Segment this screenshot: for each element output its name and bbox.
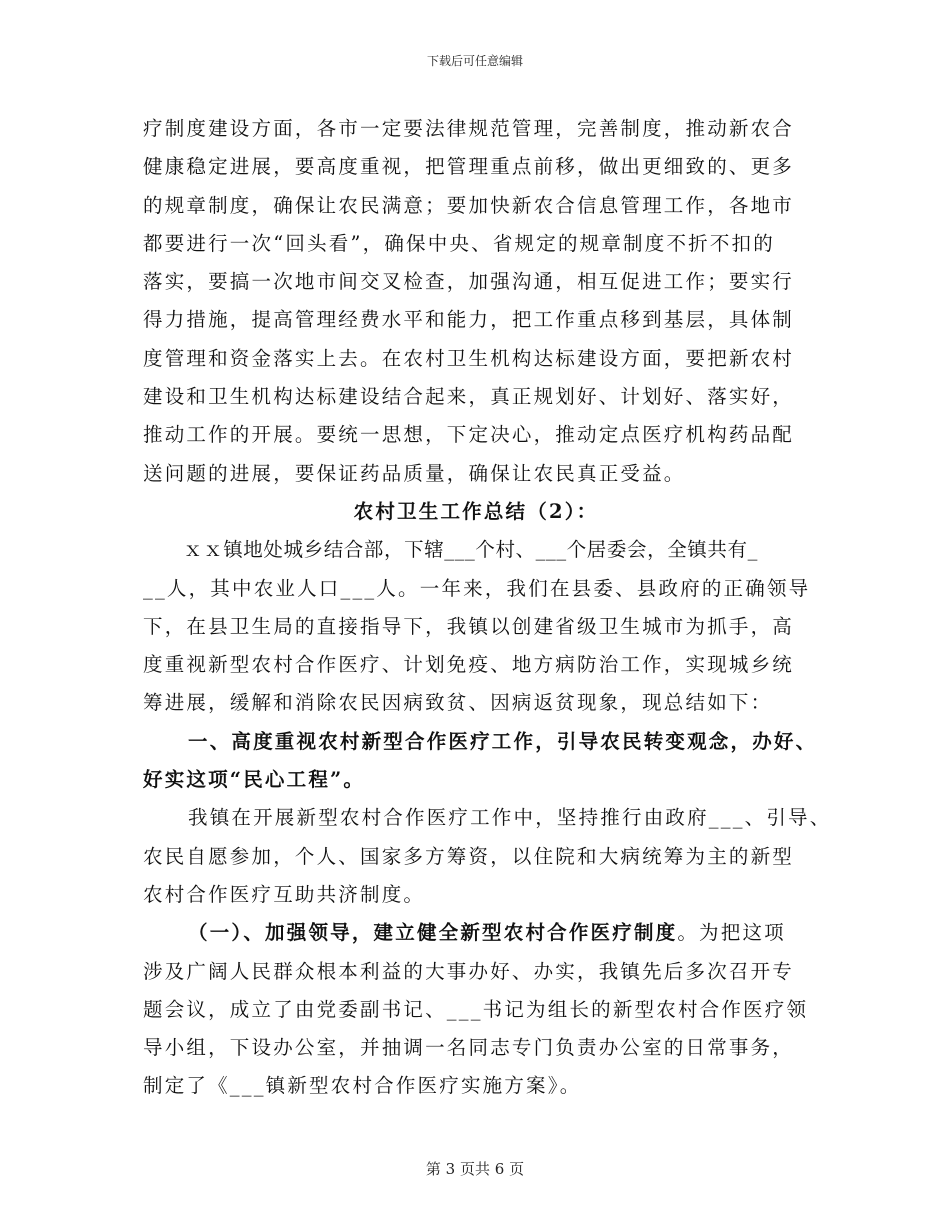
text-line: 筹进展，缓解和消除农民因病致贫、因病返贫现象，现总结如下： xyxy=(143,691,773,715)
text-line: 农村合作医疗互助共济制度。 xyxy=(143,882,426,906)
text-line: 疗制度建设方面，各市一定要法律规范管理，完善制度，推动新农合 xyxy=(143,117,795,140)
document-body xyxy=(143,110,832,1106)
text-line: 都要进行一次“回头看”，确保中央、省规定的规章制度不折不扣的 xyxy=(143,231,775,255)
text-line: 落实，要搞一次地市间交叉检查，加强沟通，相互促进工作；要实行 xyxy=(143,270,795,294)
text-line: 涉及广阔人民群众根本利益的大事办好、办实，我镇先后多次召开专 xyxy=(143,959,795,983)
text-line: __人，其中农业人口___人。一年来，我们在县委、县政府的正确领导 xyxy=(143,576,811,600)
page-footer: 第 3 页共 6 页 xyxy=(425,1160,525,1178)
text-line: 下，在县卫生局的直接指导下，我镇以创建省级卫生城市为抓手，高 xyxy=(143,614,795,638)
page-header: 下载后可任意编辑 xyxy=(426,54,523,68)
text-line: 健康稳定进展，要高度重视，把管理重点前移，做出更细致的、更多 xyxy=(143,155,795,179)
text-line: 送问题的进展，要保证药品质量，确保让农民真正受益。 xyxy=(143,461,686,485)
text-line: 度管理和资金落实上去。在农村卫生机构达标建设方面，要把新农村 xyxy=(143,346,795,370)
text-line: 导小组，下设办公室，并抽调一名同志专门负责办公室的日常事务， xyxy=(143,1036,795,1060)
text-line: ｘｘ镇地处城乡结合部，下辖___个村、___个居委会，全镇共有_ xyxy=(183,538,758,562)
text-line: 推动工作的开展。要统一思想，下定决心，推动定点医疗机构药品配 xyxy=(143,423,795,447)
heading-line: 一、高度重视农村新型合作医疗工作，引导农民转变观念，办好、 xyxy=(188,729,818,753)
text-line: 建设和卫生机构达标建设结合起来，真正规划好、计划好、落实好， xyxy=(143,385,795,409)
text-line: 的规章制度，确保让农民满意；要加快新农合信息管理工作，各地市 xyxy=(143,193,795,217)
text-line: 制定了《___镇新型农村合作医疗实施方案》。 xyxy=(143,1074,582,1098)
heading-line: 好实这项“民心工程”。 xyxy=(143,768,366,792)
text-line: 我镇在开展新型农村合作医疗工作中，坚持推行由政府___、引导、 xyxy=(188,806,832,830)
text-fragment: 。为把这项 xyxy=(677,921,786,945)
text-line: 得力措施，提高管理经费水平和能力，把工作重点移到基层，具体制 xyxy=(143,308,795,332)
text-line: 农民自愿参加，个人、国家多方筹资，以住院和大病统筹为主的新型 xyxy=(143,844,795,868)
subheading-lead: （一）、加强领导，建立健全新型农村合作医疗制度 xyxy=(188,921,678,945)
text-line xyxy=(143,914,809,952)
text-line: 度重视新型农村合作医疗、计划免疫、地方病防治工作，实现城乡统 xyxy=(143,653,795,677)
text-line: 题会议，成立了由党委副书记、___书记为组长的新型农村合作医疗领 xyxy=(143,997,809,1021)
section-title: 农村卫生工作总结（2）： xyxy=(353,499,599,523)
